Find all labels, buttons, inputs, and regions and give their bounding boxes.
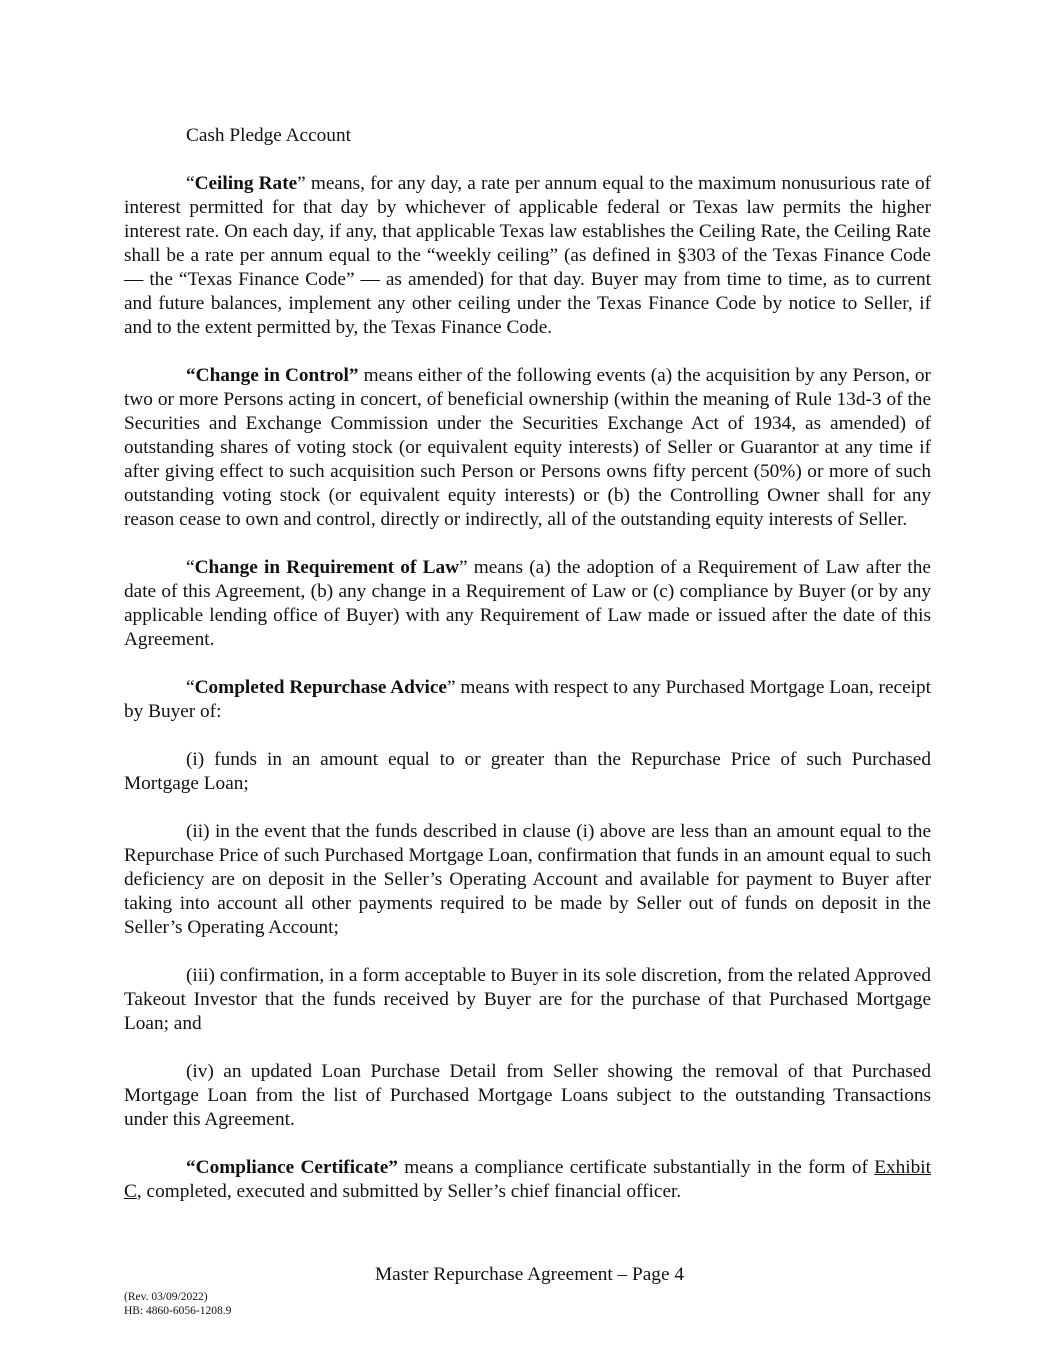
page-footer-revision: [124, 1290, 231, 1318]
page-footer-title: Master Repurchase Agreement – Page 4: [375, 1264, 684, 1285]
clause-iii: (iii) confirmation, in a form acceptable to Buyer in its sole discretion, from the related Approved Takeout Investor that the funds received by Buyer are for the purchase of that Purchased Mortgage Loan; and: [124, 965, 931, 1034]
clause-ii: (ii) in the event that the funds described in clause (i) above are less than an amount equal to the Repurchase Price of such Purchased Mortgage Loan, confirmation that funds in an amount equal to such deficiency are on deposit in the Seller’s Operating Account and available for payment to Buyer after taking into account all other payments required to be made by Seller out of funds on deposit in the Seller’s Operating Account;: [124, 821, 931, 938]
definition-ceiling-rate: “Ceiling Rate” means, for any day, a rate per annum equal to the maximum nonusurious rate of interest permitted for that day by whichever of applicable federal or Texas law permits the higher interest rate. On each day, if any, that applicable Texas law establishes the Ceiling Rate, the Ceiling Rate shall be a rate per annum equal to the “weekly ceiling” (as defined in §303 of the Texas Finance Code — the “Texas Finance Code” — as amended) for that day. Buyer may from time to time, as to current and future balances, implement any other ceiling under the Texas Finance Code by notice to Seller, if and to the extent permitted by, the Texas Finance Code.: [124, 173, 932, 338]
definition-compliance-certificate: “Compliance Certificate” means a compliance certificate substantially in the form of Exhibit C, completed, executed and submitted by Seller’s chief financial officer.: [124, 1157, 931, 1202]
clause-i: (i) funds in an amount equal to or greater than the Repurchase Price of such Purchased Mortgage Loan;: [124, 749, 931, 794]
term-change-in-requirement-of-law: Change in Requirement of Law: [194, 557, 460, 578]
clause-iv: (iv) an updated Loan Purchase Detail from Seller showing the removal of that Purchased Mortgage Loan from the list of Purchased Mortgage Loans subject to the outstanding Transactions under this Agreement.: [124, 1061, 931, 1130]
definition-change-in-control: “Change in Control” means either of the following events (a) the acquisition by any Person, or two or more Persons acting in concert, of beneficial ownership (within the meaning of Rule 13d-3 of the Securities and Exchange Commission under the Securities Exchange Act of 1934, as amended) of outstanding shares of voting stock (or equivalent equity interests) of Seller or Guarantor at any time if after giving effect to such acquisition such Person or Persons owns fifty percent (50%) or more of such outstanding voting stock (or equivalent equity interests) or (b) the Controlling Owner shall for any reason cease to own and control, directly or indirectly, all of the outstanding equity interests of Seller.: [124, 365, 931, 530]
term-ceiling-rate: Ceiling Rate: [194, 173, 298, 194]
definition-completed-repurchase-advice: “Completed Repurchase Advice” means with respect to any Purchased Mortgage Loan, receipt by Buyer of:: [124, 677, 931, 722]
definition-change-in-requirement-of-law: “Change in Requirement of Law” means (a) the adoption of a Requirement of Law after the date of this Agreement, (b) any change in a Requirement of Law or (c) compliance by Buyer (or by any applicable lending office of Buyer) with any Requirement of Law made or issued after the date of this Agreement.: [124, 557, 931, 650]
revision-date: (Rev. 03/09/2022): [124, 1291, 208, 1303]
document-id: HB: 4860-6056-1208.9: [124, 1305, 232, 1317]
exhibit-c-reference: Exhibit C: [124, 1157, 931, 1202]
term-change-in-control: “Change in Control”: [186, 365, 359, 386]
heading-cash-pledge-account: Cash Pledge Account: [186, 125, 351, 146]
document-body: [124, 124, 931, 1228]
term-completed-repurchase-advice: Completed Repurchase Advice: [194, 677, 447, 698]
term-compliance-certificate: “Compliance Certificate”: [186, 1157, 398, 1178]
